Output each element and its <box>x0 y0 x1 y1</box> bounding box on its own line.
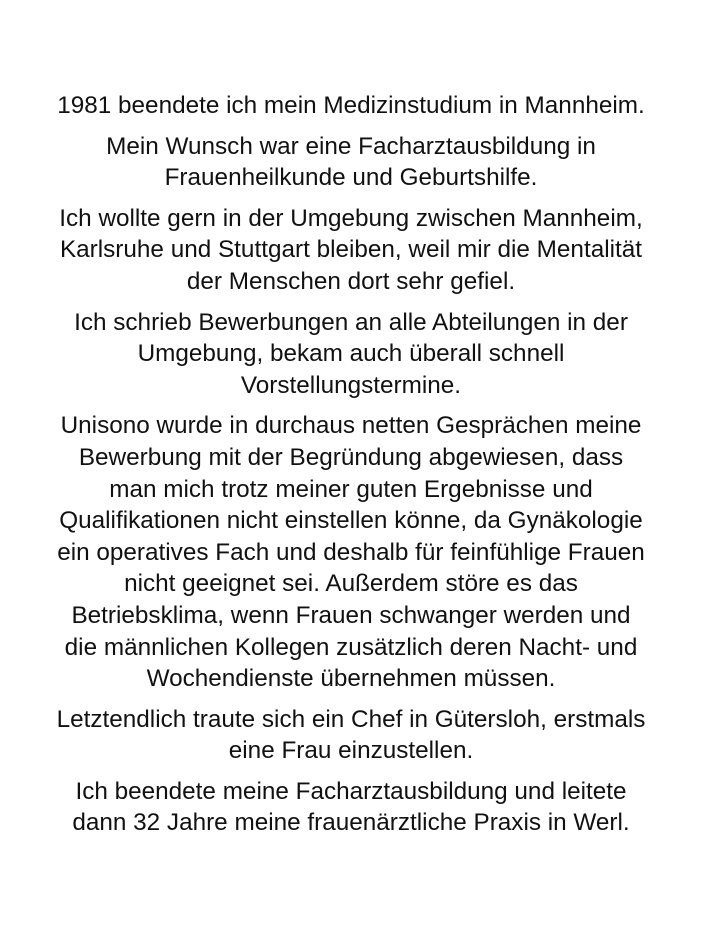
paragraph-line: Letztendlich traute sich ein Chef in Gütersloh, erstmals <box>56 705 646 733</box>
paragraph-line: ein operatives Fach und deshalb für feinfühlige Frauen <box>57 538 645 566</box>
paragraph-line: Vorstellungstermine. <box>240 371 462 399</box>
paragraph-line: dann 32 Jahre meine frauenärztliche Praxis in Werl. <box>72 809 630 837</box>
paragraph-4 <box>14 307 688 402</box>
paragraph-line: Mein Wunsch war eine Facharztausbildung in <box>106 132 596 160</box>
paragraph-line: die männlichen Kollegen zusätzlich deren Nacht- und <box>64 633 638 661</box>
paragraph-3 <box>14 203 688 298</box>
paragraph-line: Unisono wurde in durchaus netten Gesprächen meine <box>60 412 642 440</box>
paragraph-7 <box>14 776 688 839</box>
paragraph-line: 1981 beendete ich mein Medizinstudium in Mannheim. <box>57 92 645 119</box>
paragraph-2 <box>14 131 688 194</box>
paragraph-line: man mich trotz meiner guten Ergebnisse und <box>109 475 593 503</box>
paragraph-line: eine Frau einzustellen. <box>228 737 474 765</box>
paragraph-line: Bewerbung mit der Begründung abgewiesen, dass <box>78 443 624 471</box>
paragraph-line: Umgebung, bekam auch überall schnell <box>137 340 565 368</box>
paragraph-line: Karlsruhe und Stuttgart bleiben, weil mir die Mentalität <box>59 236 643 264</box>
paragraph-line: Ich beendete meine Facharztausbildung und leitete <box>75 777 627 805</box>
paragraph-line: Qualifikationen nicht einstellen könne, da Gynäkologie <box>59 507 643 535</box>
paragraph-line: Betriebsklima, wenn Frauen schwanger werden und <box>71 601 631 629</box>
paragraph-line: Wochendienste übernehmen müssen. <box>146 665 556 693</box>
paragraph-6 <box>14 704 688 767</box>
paragraph-line: nicht geeignet sei. Außerdem störe es das <box>124 570 578 598</box>
paragraph-line: Frauenheilkunde und Geburtshilfe. <box>164 164 538 192</box>
paragraph-line: Ich wollte gern in der Umgebung zwischen Mannheim, <box>59 204 643 232</box>
paragraph-5 <box>14 410 688 694</box>
paragraph-1 <box>14 90 688 122</box>
paragraph-line: Ich schrieb Bewerbungen an alle Abteilungen in der <box>74 308 628 336</box>
paragraph-line: der Menschen dort sehr gefiel. <box>186 267 516 295</box>
document-text <box>14 90 688 848</box>
